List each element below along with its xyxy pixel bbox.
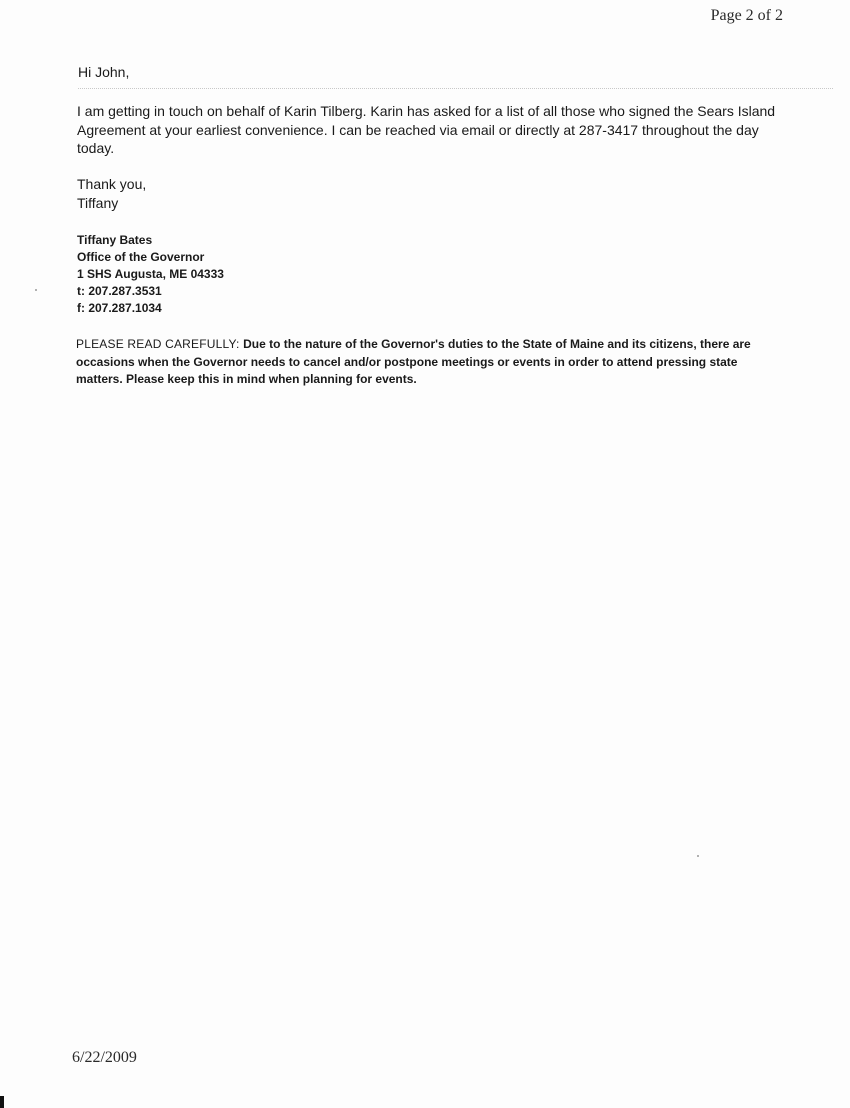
signature-fax: f: 207.287.1034 bbox=[77, 301, 162, 315]
footer-date: 6/22/2009 bbox=[72, 1049, 137, 1066]
greeting: Hi John, bbox=[78, 64, 130, 80]
notice-text: Due to the nature of the Governor's duties to the State of Maine and its citizens, there are occasions when the Governor needs to cancel and/or postpone meetings or events in order to attend pressing state matters. Please keep this in mind when planning for events. bbox=[76, 337, 751, 386]
notice-paragraph bbox=[76, 336, 776, 389]
page-number: Page 2 of 2 bbox=[710, 7, 783, 24]
signature-address: 1 SHS Augusta, ME 04333 bbox=[77, 267, 224, 281]
divider bbox=[78, 88, 833, 89]
signature-block bbox=[77, 232, 224, 317]
sender-first-name: Tiffany bbox=[77, 195, 119, 211]
scan-speck bbox=[697, 855, 699, 857]
closing-line: Thank you, bbox=[77, 176, 147, 192]
signature-phone: t: 207.287.3531 bbox=[77, 284, 162, 298]
signature-office: Office of the Governor bbox=[77, 250, 205, 264]
closing-block bbox=[77, 175, 146, 213]
scan-edge-mark bbox=[0, 1096, 4, 1108]
letter-body: I am getting in touch on behalf of Karin Tilberg. Karin has asked for a list of all those who signed the Sears Island Agreement at your earliest convenience. I can be reached via email or directly at 287-3417 throughout the day today. bbox=[77, 103, 776, 156]
notice-lead: PLEASE READ CAREFULLY: bbox=[76, 337, 244, 351]
scan-speck bbox=[35, 289, 37, 291]
signature-name: Tiffany Bates bbox=[77, 233, 153, 247]
